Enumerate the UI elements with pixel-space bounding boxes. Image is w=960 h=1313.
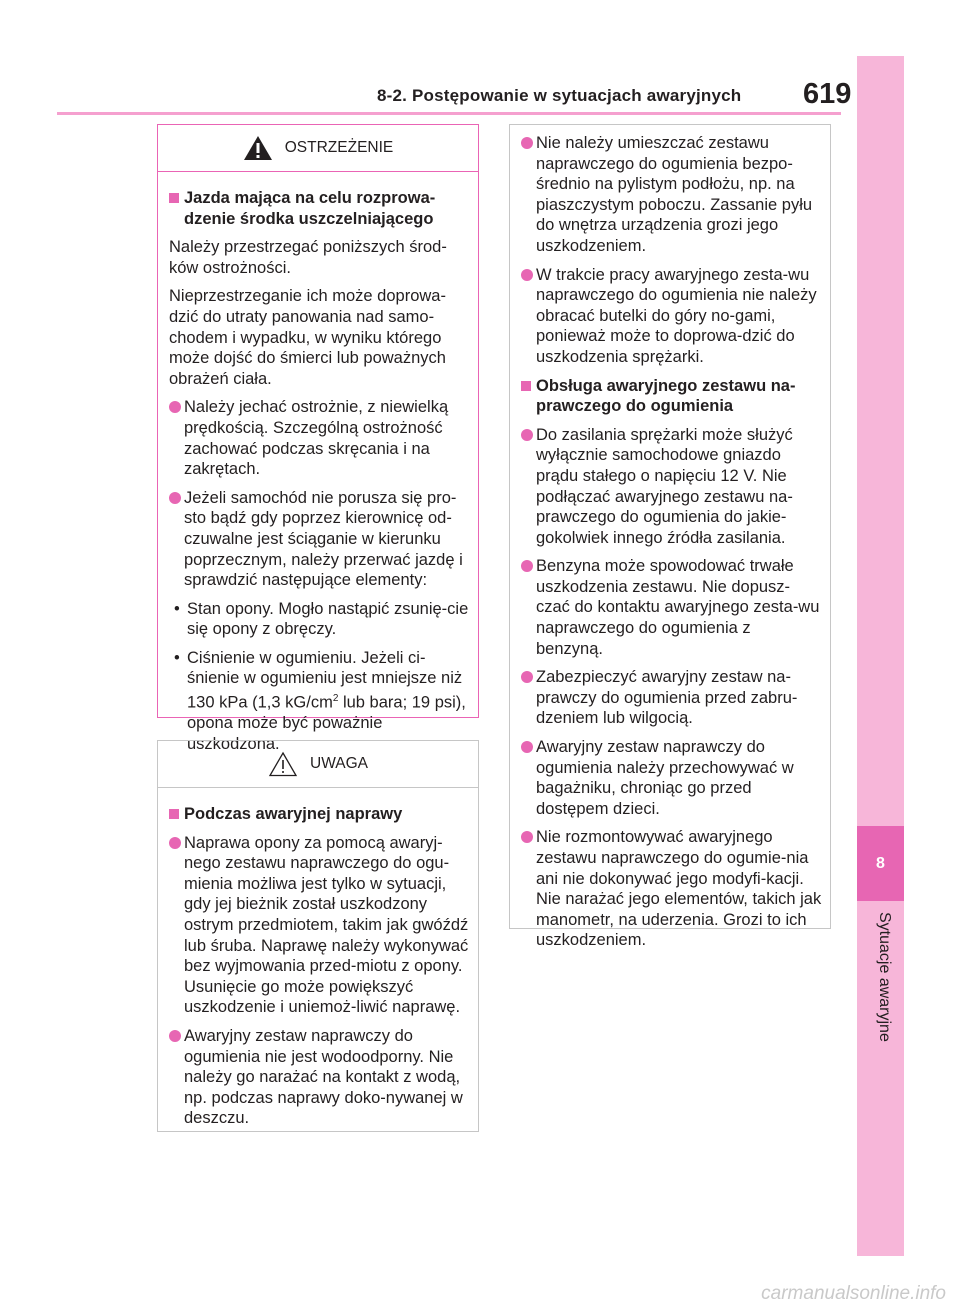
warning-subitem [169,599,470,640]
continued-item-text: Nie rozmontowywać awaryjnego zestawu naprawczego do ogumie-nia ani nie dokonywać jego modyfi-kacji. Nie narażać jego elementów, takich jak manometr, na uderzenia. Grozi to ich uszkodzeniem. [536,828,822,950]
continued-item [521,556,822,659]
bullet-dot-icon [521,429,533,441]
warning-item [169,488,470,591]
bullet-dot-icon [169,401,181,413]
bullet-dot-icon [521,671,533,683]
caution-item-text: Awaryjny zestaw naprawczy do ogumienia nie jest wodoodporny. Nie należy go narażać na kontakt z wodą, np. podczas naprawy doko-nywanej w deszczu. [184,1026,463,1128]
continued-item-text: Zabezpieczyć awaryjny zestaw na-prawczy do ogumienia przed zabru-dzeniem lub wilgocią. [536,668,798,728]
continued-item [521,827,822,951]
bullet-dot-icon [169,1030,181,1042]
continued-section-heading: Obsługa awaryjnego zestawu na-prawczego do ogumienia [521,376,822,417]
warning-body [158,172,478,772]
small-bullet-icon: • [174,599,180,618]
watermark: carmanualsonline.info [761,1283,946,1304]
continued-item-text: Benzyna może spowodować trwałe uszkodzenia zestawu. Nie dopusz-czać do kontaktu awaryjnego zesta-wu naprawczego do ogumienia z benzyną. [536,557,820,658]
caution-title: UWAGA [310,754,368,772]
warning-title: OSTRZEŻENIE [284,138,394,156]
caution-triangle-icon [268,751,298,777]
chapter-side-tab [857,56,904,1256]
superscript: 2 [332,693,339,705]
warning-subitem-text-cont: lub bara; 19 psi), opona może być poważnie uszkodzona. [187,693,466,753]
continued-item-text: Awaryjny zestaw naprawczy do ogumienia należy przechowywać w bagażniku, chroniąc go przed dostępem dzieci. [536,738,794,818]
warning-subitem-text: Ciśnienie w ogumieniu. Jeżeli ci-śnienie w ogumieniu jest mniejsze niż 130 kPa (1,3 kG/cm [187,648,463,712]
caution-item-text: Naprawa opony za pomocą awaryj-nego zestawu naprawczego do ogu-mienia możliwa jest tylko w sytuacji, gdy jej bieżnik został uszkodzony ostrym przedmiotem, takim jak gwóźdź lub śruba. Naprawę należy wykonywać bez wyjmowania przed-miotu z opony. Usunięcie go może powiększyć uszkodzenie i uniemoż-liwić naprawę. [184,833,469,1017]
bullet-dot-icon [521,831,533,843]
continued-item [521,425,822,549]
caution-item [169,833,470,1018]
bullet-dot-icon [521,137,533,149]
bullet-dot-icon [521,269,533,281]
bullet-dot-icon [521,560,533,572]
small-bullet-icon: • [174,648,180,667]
warning-subitem [169,648,470,754]
header-rule [57,112,841,115]
continued-body [510,125,830,969]
warning-triangle-icon [243,135,273,161]
warning-item [169,397,470,479]
continued-box [509,124,831,950]
warning-box [157,124,479,753]
warning-intro-2: Nieprzestrzeganie ich może doprowa-dzić do utraty panowania nad samo-chodem i wypadku, w wyniku którego może dojść do śmierci lub poważnych obrażeń ciała. [169,287,446,388]
section-title: 8-2. Postępowanie w sytuacjach awaryjnych [377,86,742,105]
warning-subitem-text: Stan opony. Mogło nastąpić zsunię-cie się opony z obręczy. [187,599,469,639]
chapter-number: 8 [857,826,904,901]
warning-item-text: Należy jechać ostrożnie, z niewielką prędkością. Szczególną ostrożność zachować podczas skręcania i na zakrętach. [184,398,449,479]
warning-section-heading: Jazda mająca na celu rozprowa-dzenie środka uszczelniającego [169,188,470,229]
caution-item [169,1026,470,1129]
continued-item [521,667,822,729]
continued-item [521,133,822,257]
bullet-dot-icon [521,741,533,753]
bullet-dot-icon [169,837,181,849]
page-number: 619 [803,78,852,110]
caution-section-heading: Podczas awaryjnej naprawy [169,804,470,825]
continued-item-text: W trakcie pracy awaryjnego zesta-wu naprawczego do ogumienia nie należy obracać butelki do góry no-gami, ponieważ może to doprowa-dzić do uszkodzenia sprężarki. [536,265,817,366]
warning-header [158,125,478,172]
warning-item-text: Jeżeli samochód nie porusza się pro-sto bądź gdy poprzez kierownicę od-czuwalne jest ściąganie w kierunku poprzecznym, należy przerwać jazdę i sprawdzić następujące elementy: [184,488,463,590]
caution-box [157,740,479,1132]
continued-item [521,265,822,368]
bullet-dot-icon [169,492,181,504]
continued-item-text: Do zasilania sprężarki może służyć wyłącznie samochodowe gniazdo prądu stałego o napięciu 12 V. Nie podłączać awaryjnego zestawu na-prawczego do ogumienia do jakie-gokolwiek innego źródła zasilania. [536,425,793,547]
chapter-label: Sytuacje awaryjne [876,912,893,1042]
caution-header [158,741,478,788]
warning-intro-1: Należy przestrzegać poniższych środ-ków ostrożności. [169,238,447,277]
caution-body [158,788,478,1147]
continued-item-text: Nie należy umieszczać zestawu naprawczego do ogumienia bezpo-średnio na pylistym podłożu, np. na piaszczystym poboczu. Zassanie pyłu do wnętrza urządzenia grozi jego uszkodzeniem. [536,134,813,255]
continued-item [521,737,822,819]
